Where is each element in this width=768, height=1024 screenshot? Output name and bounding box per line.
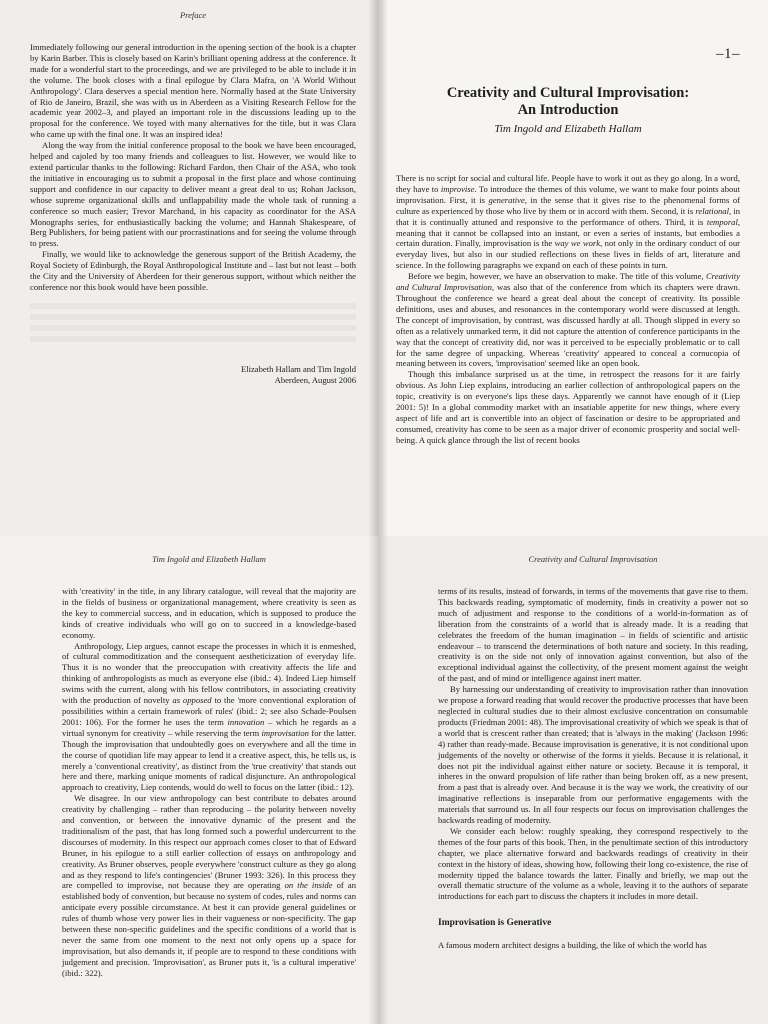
paragraph: Immediately following our general introduction in the opening section of the book is a chapter by Karin Barber. This is closely based on Karin's brilliant opening address at the conference. It made for a wonderful start to the proceedings, and we are privileged to be able to include it in the volume. The book closes with a final epilogue by Clara Mafra, on 'A World Without Anthropology'. Clara deserves a special mention here. Normally based at the State University of Rio de Janeiro, Brazil, she was with us in Aberdeen as a Visiting Research Fellow for the academic year 2002–3, and played an important role in the discussions leading up to the proposal for the conference. We toyed with many alternatives for the title, but it was Clara who came up with the final one. It was an inspired idea! [30,42,356,140]
bleed-through [30,303,356,342]
chapter-title-line1: Creativity and Cultural Improvisation: [446,85,690,101]
paragraph: Anthropology, Liep argues, cannot escape the processes in which it is enmeshed, of cultural commoditization and the consequent aestheticization of everyday life. Thus it is no wonder that the preoccupation with creativity affects the life and thinking of anthropologists as much as everyone else (ibid.: 4). Indeed Liep himself swims with the current, along with his fellow contributors, in associating creativity with the production of novelty as opposed to the 'more conventional exploration of possibilities within a certain framework of rules' (ibid.: 2; see also Schade-Poulsen 2001: 106). For the former he uses the term innovation – which he regards as a virtual synonym for creativity – while reserving the term improvisation for the latter. Though the improvisation that undoubtedly goes on everywhere and all the time in the course of quotidian life may appear to lend it a creative aspect, this, he tells us, is merely a 'conventional creativity', as distinct from the 'true creativity' that stands out here and there, marking unique moments of radical disjuncture. An anthropological approach to creativity, Liep contends, would do well to focus on the latter (ibid.: 12). [62,640,357,793]
paragraph: We consider each below: roughly speaking, they correspond respectively to the themes of the four parts of this book. Then, in the penultimate section of this introductory chapter, we place alternative forward and backwards readings of creativity in their context in the history of ideas, showing how, following their long co-existence, the rise of modernity tipped the balance towards the latter. Finally and briefly, we map out the overall thematic structure of the volume as a whole, leaving it to the authors of separate introductions for each part to discuss the chapters it includes in more detail. [438,825,748,902]
page-gutter-shadow [368,0,378,536]
chapter-body [396,173,740,446]
signature-place-date: Aberdeen, August 2006 [274,374,356,385]
running-head: Preface [179,10,207,20]
page-preface [0,0,378,536]
running-head: Creativity and Cultural Improvisation [528,554,658,564]
signature-names: Elizabeth Hallam and Tim Ingold [240,363,356,374]
paragraph: with 'creativity' in the title, in any library catalogue, will reveal that the majority are in the fields of business or organizational management, where creativity is seen as the key to commercial success, and in education, which is supposed to produce the kinds of creative individuals who will go on to succeed in a knowledge-based economy. [62,586,356,640]
paragraph: There is no script for social and cultural life. People have to work it out as they go along. In a word, they have to improvise. To introduce the themes of this volume, we want to make four points about improvisation. First, it is generative, in the sense that it gives rise to the phenomenal forms of culture as experienced by those who live by them or in accord with them. Second, it is relational, in that it is continually attuned and responsive to the performance of others. Third, it is temporal, meaning that it cannot be collapsed into an instant, or even a series of instants, but embodies a certain duration. Finally, improvisation is the way we work, not only in the ordinary conduct of our everyday lives, but also in our studied reflections on these lives in fields of art, literature and science. In the following paragraphs we expand on each of these points in turn. [396,173,741,271]
paragraph: Along the way from the initial conference proposal to the book we have been encouraged, helped and cajoled by too many friends and colleagues to list. However, we would like to extend particular thanks to the following: Richard Fardon, then Chair of the ASA, who took the initiative in encouraging us to submit a proposal in the first place and whose continuing support and confidence in our capacity to deliver meant a great deal to us; Rohan Jackson, whose supreme organizational skills and unflappability made the whole task of running a conference so much easier; Trevor Marchand, in his capacity as coordinator for the ASA Monographs series, for enthusiastically backing the volume; and Hannah Shakespeare, of Berg Publishers, for being patient with our procrastinations and for seeing the volume through to press. [30,140,356,249]
paragraph: A famous modern architect designs a building, the like of which the world has [438,940,707,951]
chapter-title [396,85,740,119]
page-body [62,586,356,979]
page-gutter-shadow [378,536,388,1024]
section-heading: Improvisation is Generative [438,918,552,929]
page-gutter-shadow [368,536,378,1024]
page-gutter-shadow [378,0,388,536]
page-body [438,586,748,902]
chapter-title-line2: An Introduction [517,102,619,118]
paragraph: Before we begin, however, we have an observation to make. The title of this volume, Creativity and Cultural Improvisation, was also that of the conference from which its chapters were drawn. Throughout the conference we heard a great deal about the concept of creativity. Its possible definitions, uses and abuses, and resonances in the contemporary world were discussed at length. The concept of improvisation, by contrast, was discussed hardly at all. Though slipped in every so often as a relatively unmarked term, it did not capture the attention of conference participants in the way that the concept of creativity did, nor was it perceived to be especially problematic or to call for the same degree of unpacking. Whereas 'creativity' appeared to conceal a cornucopia of meaning between its covers, 'improvisation' seemed like an open book. [396,271,740,369]
paragraph: We disagree. In our view anthropology can best contribute to debates around creativity by challenging – rather than reproducing – the polarity between novelty and convention, or between the innovative dynamic of the present and the traditionalism of the past, that has long formed such a powerful undercurrent to the discourses of modernity. In this respect our approach comes closer to that of Edward Bruner, in his epilogue to a still earlier collection of essays on anthropology and creativity. As Bruner observes, people everywhere 'construct culture as they go along and as they respond to life's contingencies' (Bruner 1993: 326). In this process they are compelled to improvise, not because they are operating on the inside of an established body of convention, but because no system of codes, rules and norms can anticipate every possible circumstance. At best it can provide general guidelines or rules of thumb whose very power lies in their vagueness or non-specificity. The gap between these non-specific guidelines and the specific conditions of a world that is never the same from one moment to the next not only opens up a space for improvisation, but also demands it, if people are to respond to these conditions with judgement and precision. 'Improvisation', as Bruner puts it, 'is a cultural imperative' (ibid.: 322). [62,793,356,978]
paragraph: By harnessing our understanding of creativity to improvisation rather than innovation we propose a forward reading that would recover the productive processes that have been neglected in cultural studies due to their almost exclusive concentration on consumable products (Friedman 2001: 48). The improvisational creativity of which we speak is that of a world that is crescent rather than created; that is 'always in the making' (Jackson 1996: 4) rather than ready-made. Because improvisation is generative, it is not conditional upon judgements of the novelty or otherwise of the forms it yields. Because it is relational, it does not pit the individual against either nature or society. Because it is temporal, it inheres in the onward propulsion of life rather than being broken off, as a new present, from a past that is already over. And because it is the way we work, the creativity of our imaginative reflections is inseparable from our performative engagements with the materials that surround us. In all four respects our focus on improvisation challenges the backwards reading of modernity. [438,684,748,826]
page-body-continued [438,940,748,951]
paragraph: Finally, we would like to acknowledge the generous support of the British Academy, the Royal Society of Edinburgh, the Royal Anthropological Institute and – last but not least – both the City and the University of Aberdeen for their generous support, without which neither the conference nor this book would have been possible. [30,249,356,292]
paragraph: terms of its results, instead of forwards, in terms of the movements that gave rise to them. This backwards reading, symptomatic of modernity, finds in creativity a power not so much of adjustment and response to the conditions of a world-in-formation as of liberation from the constraints of a world that is already made. It is a reading that celebrates the freedom of the human imagination – in fields of scientific and artistic endeavour – to transcend the determinations of both nature and society. In this reading, creativity is on the side not only of innovation against convention, but also of the exceptional individual against the collectivity, of the present moment against the weight of the past, and of mind or intelligence against inert matter. [438,586,748,684]
chapter-number: –1– [716,46,740,62]
preface-body [30,42,356,293]
page-chapter-opening [378,0,768,536]
page-right-continuation [378,536,768,1024]
page-left-continuation [0,536,378,1024]
preface-signature [30,364,356,386]
paragraph: Though this imbalance surprised us at the time, in retrospect the reasons for it are fairly obvious. As John Liep explains, introducing an earlier collection of anthropological papers on the topic, creativity is on everyone's lips these days. Apparently we cannot have enough of it (Liep 2001: 5)! In a global commodity market with an insatiable appetite for new things, where every aspect of life and art is convertible into an object of fascination or desire to be appropriated and consumed, creativity has come to be seen as a major driver of economic prosperity and social well-being. A quick glance through the list of recent books [396,369,740,445]
chapter-authors: Tim Ingold and Elizabeth Hallam [494,123,642,135]
running-head: Tim Ingold and Elizabeth Hallam [152,554,266,564]
